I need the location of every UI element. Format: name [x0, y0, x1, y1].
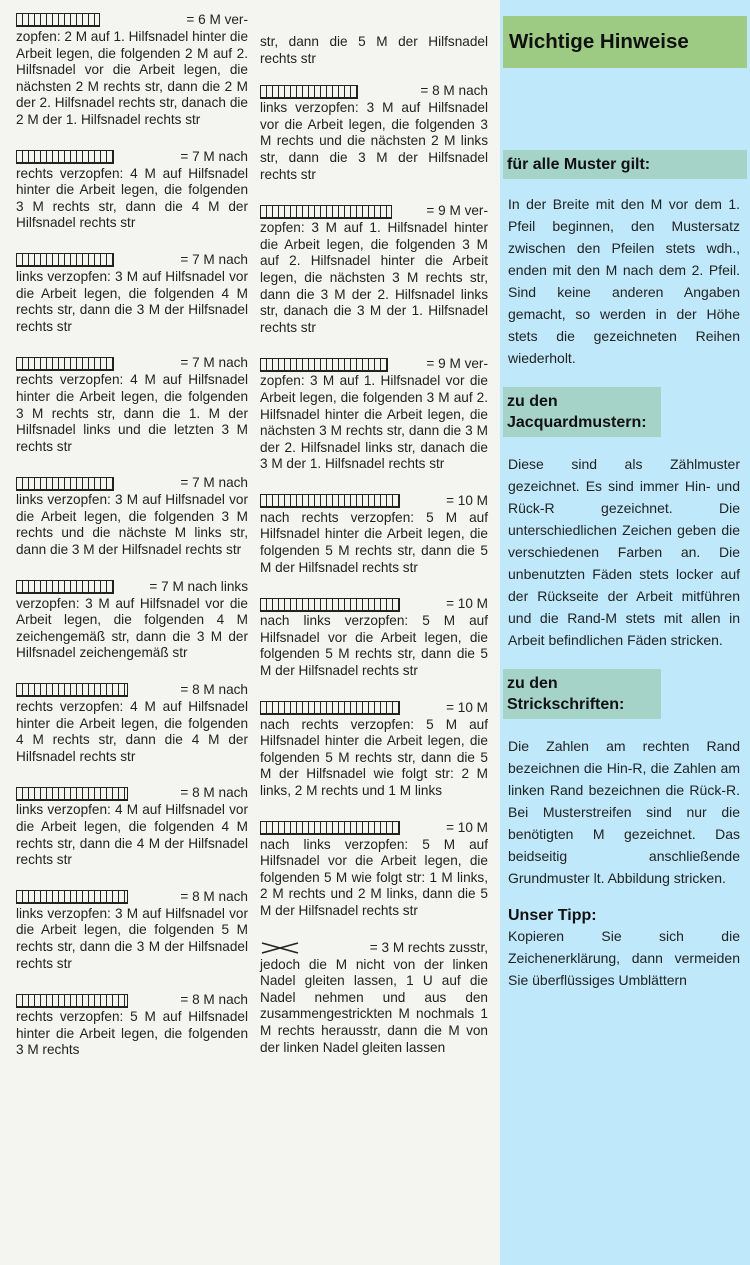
- legend-text: str, dann die 5 M der Hilfsnadel rechts str: [260, 34, 488, 66]
- cable-symbol-icon: [260, 821, 400, 835]
- section-text: In der Breite mit den M vor dem 1. Pfeil beginnen, den Mustersatz zwischen den Pfeilen stets wdh., enden mit den M nach dem 2. Pfeil. Sind keine anderen Angaben gemacht, so werden in der Höhe stets die gezeichneten Reihen wiederholt.: [508, 196, 740, 366]
- legend-text: rechts verzopfen: 4 M auf Hilfsnadel hinter die Arbeit legen, die folgenden 3 M rechts str, dann die 1. M der Hilfsnadel links und die letzten 3 M rechts str: [16, 372, 248, 454]
- legend-column-1: [16, 12, 248, 1059]
- legend-text: zopfen: 2 M auf 1. Hilfsnadel hinter die Arbeit legen, die folgenden 2 M auf 2. Hilfsnadel vor die Arbeit legen, die nächsten 2 M rechts str, dann die 2 M der 2. Hilfsnadel rechts str, danach die 2 M der 1. Hilfsnadel rechts str: [16, 29, 248, 127]
- legend-text: rechts verzopfen: 4 M auf Hilfsnadel hinter die Arbeit legen, die folgenden 4 M rechts str, dann die 4 M der Hilfsnadel rechts str: [16, 699, 248, 764]
- crossed-stitch-icon: [260, 941, 300, 955]
- cable-symbol-icon: [16, 683, 128, 697]
- cable-symbol-icon: [16, 253, 114, 267]
- legend-text: nach links verzopfen: 5 M auf Hilfsnadel vor die Arbeit legen, die folgenden 5 M wie folgt str: 1 M links, 2 M rechts und 2 M links, dann die 5 M der Hilfsnadel rechts str: [260, 836, 488, 918]
- sidebar-title: Wichtige Hinweise: [503, 16, 747, 68]
- legend-text: jedoch die M nicht von der linken Nadel gleiten lassen, 1 U auf die Nadel nehmen und aus den zusammengestrickten M nochmals 1 M rechts herausstr, dann die M von der linken Nadel gleiten lassen: [260, 956, 488, 1055]
- jacquard-cable-symbol-icon: [16, 580, 114, 594]
- legend-text: links verzopfen: 4 M auf Hilfsnadel vor die Arbeit legen, die folgenden 4 M rechts str, dann die 4 M der Hilfsnadel rechts str: [16, 802, 248, 868]
- cable-symbol-icon: [16, 357, 114, 371]
- cable-symbol-icon: [260, 598, 400, 612]
- legend-entry: = 8 M nach rechts verzopfen: 5 M auf Hilfsnadel hinter die Arbeit legen, die folgenden 3 M rechts: [16, 992, 248, 1058]
- legend-entry: = 3 M rechts zusstr, jedoch die M nicht von der linken Nadel gleiten lassen, 1 U auf die Nadel nehmen und aus den zusammengestrickten M nochmals 1 M rechts herausstr, dann die M von der linken Nadel gleiten lassen: [260, 939, 488, 1055]
- legend-text: zopfen: 3 M auf 1. Hilfsnadel hinter die Arbeit legen, die folgenden 3 M auf 2. Hilfsnadel hinter die Arbeit legen, die nächsten 3 M rechts str, dann die 3 M der 2. Hilfsnadel links str, danach die 3 M der 1. Hilfsnadel rechts str: [260, 220, 488, 335]
- legend-text: zopfen: 3 M auf 1. Hilfsnadel vor die Arbeit legen, die folgenden 3 M auf 2. Hilfsnadel hinter die Arbeit legen, die nächsten 3 M rechts str, dann die 3 M der 2. Hilfsnadel links str, danach die 3 M der 1. Hilfsnadel rechts str: [260, 373, 488, 472]
- legend-entry: = 7 M nach links verzopfen: 3 M auf Hilfsnadel vor die Arbeit legen, die folgenden 4 M rechts str, dann die 3 M der Hilfsnadel rechts str: [16, 251, 248, 334]
- legend-text: links verzopfen: 3 M auf Hilfsnadel vor die Arbeit legen, die folgenden 3 M rechts und die nächste M links str, dann die 3 M der Hilfsnadel rechts str: [16, 492, 248, 558]
- legend-entry: = 9 M ver- zopfen: 3 M auf 1. Hilfsnadel hinter die Arbeit legen, die folgenden 3 M auf 2. Hilfsnadel hinter die Arbeit legen, die nächsten 3 M rechts str, dann die 3 M der 2. Hilfsnadel links str, danach die 3 M der 1. Hilfsnadel rechts str: [260, 203, 488, 335]
- legend-text: links verzopfen: 3 M auf Hilfsnadel vor die Arbeit legen, die folgenden 3 M rechts und die nächsten 2 M links str, dann die 3 M der Hilfsnadel rechts str: [260, 100, 488, 182]
- legend-column-2: [260, 12, 488, 1056]
- legend-entry: = 8 M nach links verzopfen: 4 M auf Hilfsnadel vor die Arbeit legen, die folgenden 4 M rechts str, dann die 4 M der Hilfsnadel rechts str: [16, 785, 248, 868]
- legend-entry: = 10 M nach links verzopfen: 5 M auf Hilfsnadel vor die Arbeit legen, die folgenden 5 M rechts str, dann die 5 M der Hilfsnadel rechts str: [260, 596, 488, 679]
- legend-text: links verzopfen: 3 M auf Hilfsnadel vor die Arbeit legen, die folgenden 4 M rechts str, dann die 3 M der Hilfsnadel rechts str: [16, 268, 248, 334]
- legend-entry: = 7 M nach links verzopfen: 3 M auf Hilfsnadel vor die Arbeit legen, die folgenden 3 M rechts und die nächste M links str, dann die 3 M der Hilfsnadel rechts str: [16, 475, 248, 558]
- legend-entry: = 7 M nach rechts verzopfen: 4 M auf Hilfsnadel hinter die Arbeit legen, die folgenden 3 M rechts str, dann die 1. M der Hilfsnadel links und die letzten 3 M rechts str: [16, 355, 248, 454]
- legend-entry: = 10 M nach rechts verzopfen: 5 M auf Hilfsnadel hinter die Arbeit legen, die folgenden 5 M rechts str, dann die 5 M der Hilfsnadel rechts str: [260, 492, 488, 575]
- cable-symbol-icon: [260, 85, 358, 99]
- section-heading: zu den Strickschriften:: [503, 669, 661, 719]
- legend-entry: = 9 M ver- zopfen: 3 M auf 1. Hilfsnadel vor die Arbeit legen, die folgenden 3 M auf 2. Hilfsnadel hinter die Arbeit legen, die nächsten 3 M rechts str, dann die 3 M der 2. Hilfsnadel links str, danach die 3 M der 1. Hilfsnadel rechts str: [260, 356, 488, 472]
- hints-sidebar: [500, 0, 750, 1265]
- legend-entry: = 8 M nach rechts verzopfen: 4 M auf Hilfsnadel hinter die Arbeit legen, die folgenden 4 M rechts str, dann die 4 M der Hilfsnadel rechts str: [16, 682, 248, 764]
- tip-text: Kopieren Sie sich die Zeichenerklärung, dann vermeiden Sie überflüssiges Umblättern: [508, 928, 740, 988]
- cable-symbol-icon: [16, 994, 128, 1008]
- legend-text: verzopfen: 3 M auf Hilfsnadel vor die Arbeit legen, die folgenden 4 M zeichengemäß str, dann die 3 M der Hilfsnadel zeichengemäß str: [16, 595, 248, 661]
- tip-heading: Unser Tipp:: [508, 907, 597, 924]
- cable-symbol-icon: [260, 701, 400, 715]
- legend-text: nach rechts verzopfen: 5 M auf Hilfsnadel hinter die Arbeit legen, die folgenden 5 M rechts str, dann die 5 M der Hilfsnadel wie folgt str: 2 M links, 2 M rechts und 1 M links: [260, 716, 488, 798]
- cable-symbol-icon: [260, 358, 388, 372]
- legend-entry: = 8 M nach links verzopfen: 3 M auf Hilfsnadel vor die Arbeit legen, die folgenden 3 M rechts und die nächsten 2 M links str, dann die 3 M der Hilfsnadel rechts str: [260, 83, 488, 182]
- cable-symbol-icon: [16, 890, 128, 904]
- legend-text: nach rechts verzopfen: 5 M auf Hilfsnadel hinter die Arbeit legen, die folgenden 5 M rechts str, dann die 5 M der Hilfsnadel rechts str: [260, 509, 488, 575]
- legend-text: nach links verzopfen: 5 M auf Hilfsnadel vor die Arbeit legen, die folgenden 5 M rechts str, dann die 5 M der Hilfsnadel rechts str: [260, 613, 488, 679]
- section-text: Diese sind als Zählmuster gezeichnet. Es sind immer Hin- und Rück-R gezeichnet. Die unterschiedlichen Zeichen geben die verschiedenen Farben an. Die unbenutzten Fäden stets locker auf der Rückseite der Arbeit mitführen und die Rand-M stets mit allen in Arbeit befindlichen Fäden stricken.: [508, 456, 740, 648]
- section-heading: zu den Jacquardmustern:: [503, 387, 661, 437]
- legend-entry: = 8 M nach links verzopfen: 3 M auf Hilfsnadel vor die Arbeit legen, die folgenden 5 M rechts str, dann die 3 M der Hilfsnadel rechts str: [16, 888, 248, 971]
- legend-text: links verzopfen: 3 M auf Hilfsnadel vor die Arbeit legen, die folgenden 5 M rechts str, dann die 3 M der Hilfsnadel rechts str: [16, 905, 248, 971]
- legend-entry: = 7 M nach rechts verzopfen: 4 M auf Hilfsnadel hinter die Arbeit legen, die folgenden 3 M rechts str, dann die 4 M der Hilfsnadel rechts str: [16, 148, 248, 231]
- legend-entry: [260, 34, 488, 67]
- section-heading: für alle Muster gilt:: [503, 150, 747, 179]
- cable-symbol-icon: [16, 150, 114, 164]
- cable-symbol-icon: [16, 13, 100, 27]
- cable-symbol-icon: [16, 477, 114, 491]
- cable-symbol-icon: [260, 494, 400, 508]
- section-text: Die Zahlen am rechten Rand bezeichnen die Hin-R, die Zahlen am linken Rand bezeichnen die Rück-R. Bei Musterstreifen sind nur die benötigten M gezeichnet. Das beidseitig anschließende Grundmuster lt. Abbildung stricken.: [508, 738, 740, 886]
- legend-text: rechts verzopfen: 4 M auf Hilfsnadel hinter die Arbeit legen, die folgenden 3 M rechts str, dann die 4 M der Hilfsnadel rechts str: [16, 165, 248, 231]
- cable-symbol-icon: [16, 787, 128, 801]
- cable-symbol-icon: [260, 205, 392, 219]
- legend-text: rechts verzopfen: 5 M auf Hilfsnadel hinter die Arbeit legen, die folgenden 3 M rechts: [16, 1009, 248, 1058]
- legend-entry: = 10 M nach rechts verzopfen: 5 M auf Hilfsnadel hinter die Arbeit legen, die folgenden 5 M rechts str, dann die 5 M der Hilfsnadel wie folgt str: 2 M links, 2 M rechts und 1 M links: [260, 699, 488, 798]
- legend-entry: = 6 M ver- zopfen: 2 M auf 1. Hilfsnadel hinter die Arbeit legen, die folgenden 2 M auf 2. Hilfsnadel vor die Arbeit legen, die nächsten 2 M rechts str, dann die 2 M der 2. Hilfsnadel rechts str, danach die 2 M der 1. Hilfsnadel rechts str: [16, 12, 248, 127]
- legend-entry: = 7 M nach links verzopfen: 3 M auf Hilfsnadel vor die Arbeit legen, die folgenden 4 M zeichengemäß str, dann die 3 M der Hilfsnadel zeichengemäß str: [16, 578, 248, 661]
- legend-entry: = 10 M nach links verzopfen: 5 M auf Hilfsnadel vor die Arbeit legen, die folgenden 5 M wie folgt str: 1 M links, 2 M rechts und 2 M links, dann die 5 M der Hilfsnadel rechts str: [260, 819, 488, 918]
